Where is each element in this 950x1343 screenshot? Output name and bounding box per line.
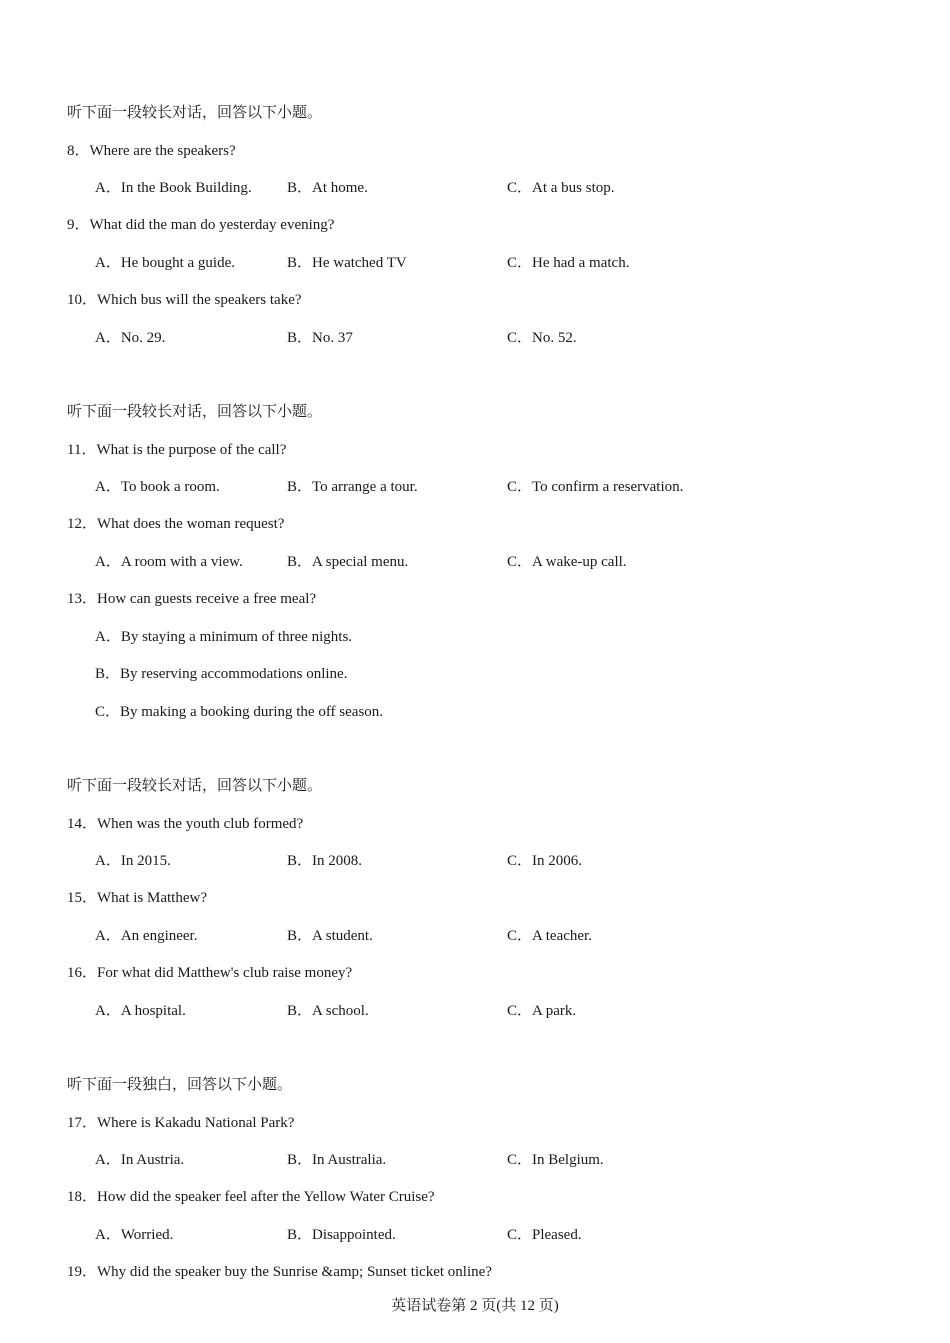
option-b: B．In 2008. [287, 853, 363, 869]
question-11 [67, 438, 286, 459]
option-a: A．A hospital. [95, 1003, 186, 1019]
option-b: B．A student. [287, 928, 373, 944]
option-a: A．In Austria. [95, 1152, 185, 1168]
question-number: 15． [67, 890, 98, 906]
question-number: 17． [67, 1115, 98, 1131]
option-a: A．No. 29. [95, 330, 166, 346]
option-c: C．In Belgium. [507, 1152, 604, 1168]
section-header: 听下面一段较长对话，回答以下小题。 [67, 778, 323, 794]
question-number: 19． [67, 1264, 98, 1280]
question-text: What does the woman request? [97, 516, 285, 532]
question-text: What is Matthew? [97, 890, 207, 906]
question-9 [67, 213, 334, 234]
option-a: A．A room with a view. [95, 554, 243, 570]
question-text: For what did Matthew's club raise money? [97, 965, 353, 981]
question-number: 8． [67, 143, 90, 159]
option-c: C．At a bus stop. [507, 180, 615, 196]
question-number: 16． [67, 965, 98, 981]
question-number: 14． [67, 816, 98, 832]
option-a: A．An engineer. [95, 928, 198, 944]
question-text: Which bus will the speakers take? [97, 292, 302, 308]
option-b: B．No. 37 [287, 330, 353, 346]
option-a: A．In the Book Building. [95, 180, 252, 196]
question-text: How can guests receive a free meal? [97, 591, 317, 607]
option-c: C．A teacher. [507, 928, 592, 944]
question-15 [67, 886, 207, 907]
question-text: How did the speaker feel after the Yellow Water Cruise? [97, 1189, 435, 1205]
question-text: When was the youth club formed? [97, 816, 304, 832]
option-c: C．A park. [507, 1003, 577, 1019]
option-b: B．Disappointed. [287, 1227, 396, 1243]
question-number: 18． [67, 1189, 98, 1205]
question-17 [67, 1111, 294, 1132]
option-b: B．A special menu. [287, 554, 409, 570]
question-number: 12． [67, 516, 98, 532]
question-number: 11． [67, 442, 97, 458]
option-c: C．By making a booking during the off season. [95, 704, 384, 720]
question-number: 10． [67, 292, 98, 308]
option-b: B．He watched TV [287, 255, 407, 271]
question-18 [67, 1185, 435, 1206]
question-number: 13． [67, 591, 98, 607]
option-b: B．By reserving accommodations online. [95, 666, 348, 682]
question-10 [67, 288, 302, 309]
question-14 [67, 812, 303, 833]
option-a: A．He bought a guide. [95, 255, 235, 271]
option-b: B．To arrange a tour. [287, 479, 418, 495]
section-header: 听下面一段较长对话，回答以下小题。 [67, 404, 323, 420]
option-b: B．In Australia. [287, 1152, 387, 1168]
question-text: Where is Kakadu National Park? [97, 1115, 295, 1131]
question-8 [67, 139, 236, 160]
section-header: 听下面一段独白，回答以下小题。 [67, 1077, 293, 1093]
option-b: B．A school. [287, 1003, 369, 1019]
option-a: A．In 2015. [95, 853, 171, 869]
option-c: C．In 2006. [507, 853, 583, 869]
question-12 [67, 512, 284, 533]
question-number: 9． [67, 217, 90, 233]
option-b: B．At home. [287, 180, 368, 196]
option-a: A．To book a room. [95, 479, 220, 495]
option-a: A．Worried. [95, 1227, 174, 1243]
option-c: C．Pleased. [507, 1227, 582, 1243]
section-header: 听下面一段较长对话，回答以下小题。 [67, 105, 323, 121]
question-text: What did the man do yesterday evening? [89, 217, 335, 233]
question-text: What is the purpose of the call? [96, 442, 287, 458]
question-19 [67, 1260, 492, 1281]
option-c: C．He had a match. [507, 255, 630, 271]
question-16 [67, 961, 352, 982]
question-text: Why did the speaker buy the Sunrise &amp; Sunset ticket online? [97, 1264, 492, 1280]
question-13 [67, 587, 316, 608]
option-a: A．By staying a minimum of three nights. [95, 629, 353, 645]
option-c: C．A wake-up call. [507, 554, 627, 570]
option-c: C．No. 52. [507, 330, 577, 346]
option-c: C．To confirm a reservation. [507, 479, 684, 495]
question-text: Where are the speakers? [89, 143, 236, 159]
page-footer: 英语试卷第 2 页(共 12 页) [391, 1298, 559, 1314]
